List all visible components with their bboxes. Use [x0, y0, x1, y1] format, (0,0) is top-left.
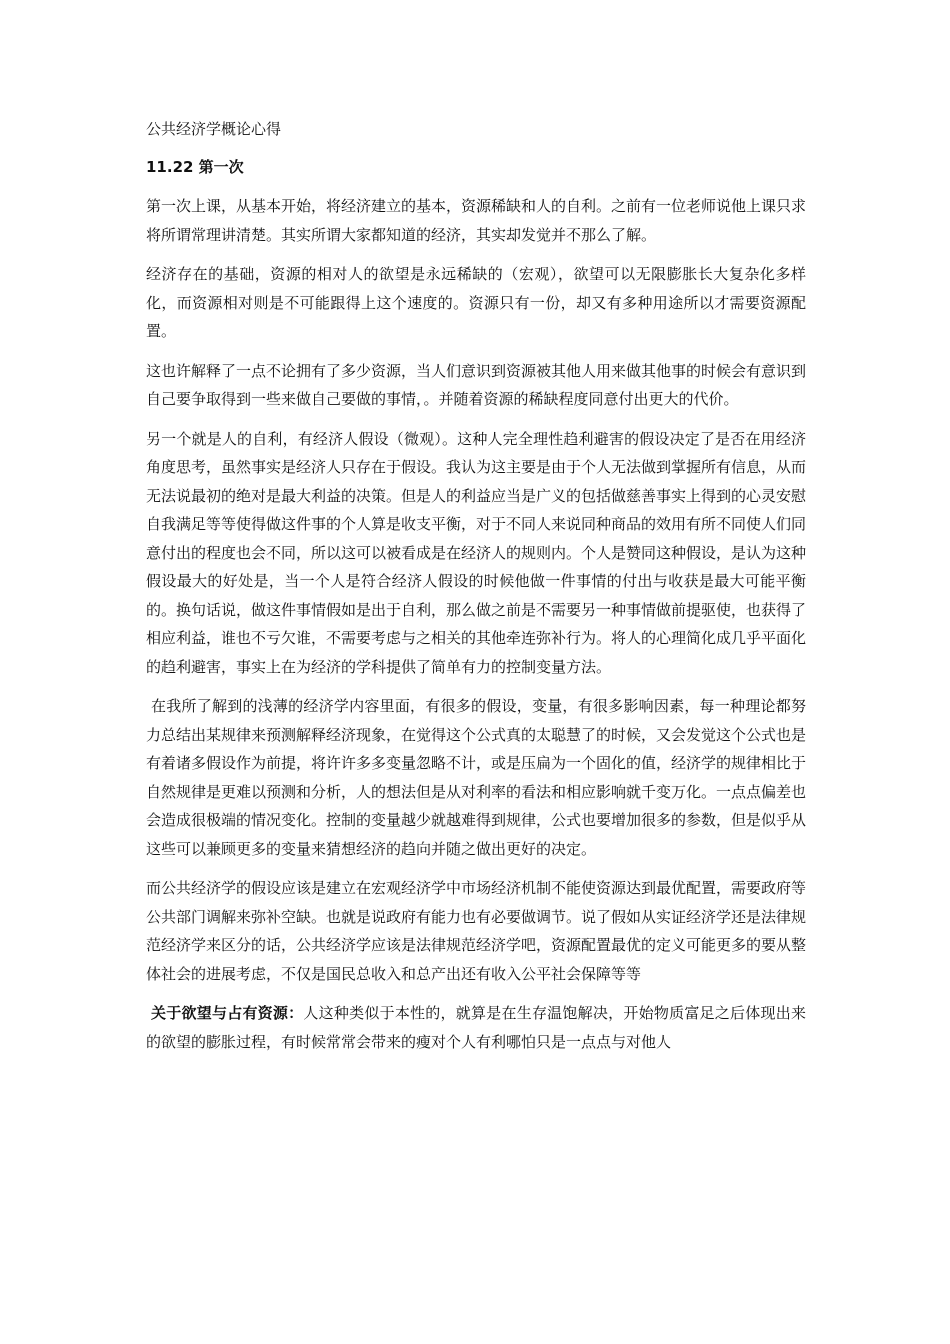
paragraph-1: 第一次上课，从基本开始，将经济建立的基本，资源稀缺和人的自利。之前有一位老师说他上课只求将所谓常理讲清楚。其实所谓大家都知道的经济，其实却发觉并不那么了解。: [146, 197, 807, 244]
paragraph-7-text: 人这种类似于本性的，就算是在生存温饱解决，开始物质富足之后体现出来的欲望的膨胀过程，有时候常常会带来的瘦对个人有利哪怕只是一点点与对他人: [146, 1004, 806, 1051]
document-title: 公共经济学概论心得: [146, 120, 282, 138]
paragraph-5: 在我所了解到的浅薄的经济学内容里面，有很多的假设，变量，有很多影响因素，每一种理论都努力总结出某规律来预测解释经济现象，在觉得这个公式真的太聪慧了的时候，又会发觉这个公式也是有着诸多假设作为前提，将许许多多变量忽略不计，或是压扁为一个固化的值，经济学的规律相比于自然规律是更难以预测和分析，人的想法但是从对利率的看法和相应影响就千变万化。一点点偏差也会造成很极端的情况变化。控制的变量越少就越难得到规律，公式也要增加很多的参数，但是似乎从这些可以兼顾更多的变量来猜想经济的趋向并随之做出更好的决定。: [146, 697, 807, 858]
paragraph-3: 这也许解释了一点不论拥有了多少资源，当人们意识到资源被其他人用来做其他事的时候会有意识到自己要争取得到一些来做自己要做的事情，。并随着资源的稀缺程度同意付出更大的代价。: [146, 361, 807, 408]
document-page: [146, 118, 806, 1067]
paragraph-7-lead: 关于欲望与占有资源：: [151, 1004, 304, 1022]
paragraph-7: [146, 999, 806, 1056]
paragraph-2: 经济存在的基础，资源的相对人的欲望是永远稀缺的（宏观），欲望可以无限膨胀长大复杂化多样化，而资源相对则是不可能跟得上这个速度的。资源只有一份，却又有多种用途所以才需要资源配置。: [146, 265, 806, 340]
section-heading: 11.22 第一次: [146, 158, 244, 176]
paragraph-6: 而公共经济学的假设应该是建立在宏观经济学中市场经济机制不能使资源达到最优配置，需要政府等公共部门调解来弥补空缺。也就是说政府有能力也有必要做调节。说了假如从实证经济学还是法律规范经济学来区分的话，公共经济学应该是法律规范经济学吧，资源配置最优的定义可能更多的要从整体社会的进展考虑，不仅是国民总收入和总产出还有收入公平社会保障等等: [146, 879, 807, 983]
paragraph-4: 另一个就是人的自利，有经济人假设（微观）。这种人完全理性趋利避害的假设决定了是否在用经济角度思考，虽然事实是经济人只存在于假设。我认为这主要是由于个人无法做到掌握所有信息，从而无法说最初的绝对是最大利益的决策。但是人的利益应当是广义的包括做慈善事实上得到的心灵安慰自我满足等等使得做这件事的个人算是收支平衡，对于不同人来说同种商品的效用有所不同使人们同意付出的程度也会不同，所以这可以被看成是在经济人的规则内。个人是赞同这种假设，是认为这种假设最大的好处是，当一个人是符合经济人假设的时候他做一件事情的付出与收获是最大可能平衡的。换句话说，做这件事情假如是出于自利，那么做之前是不需要另一种事情做前提驱使，也获得了相应利益，谁也不亏欠谁，不需要考虑与之相关的其他牵连弥补行为。将人的心理简化成几乎平面化的趋利避害，事实上在为经济的学科提供了简单有力的控制变量方法。: [146, 429, 807, 676]
